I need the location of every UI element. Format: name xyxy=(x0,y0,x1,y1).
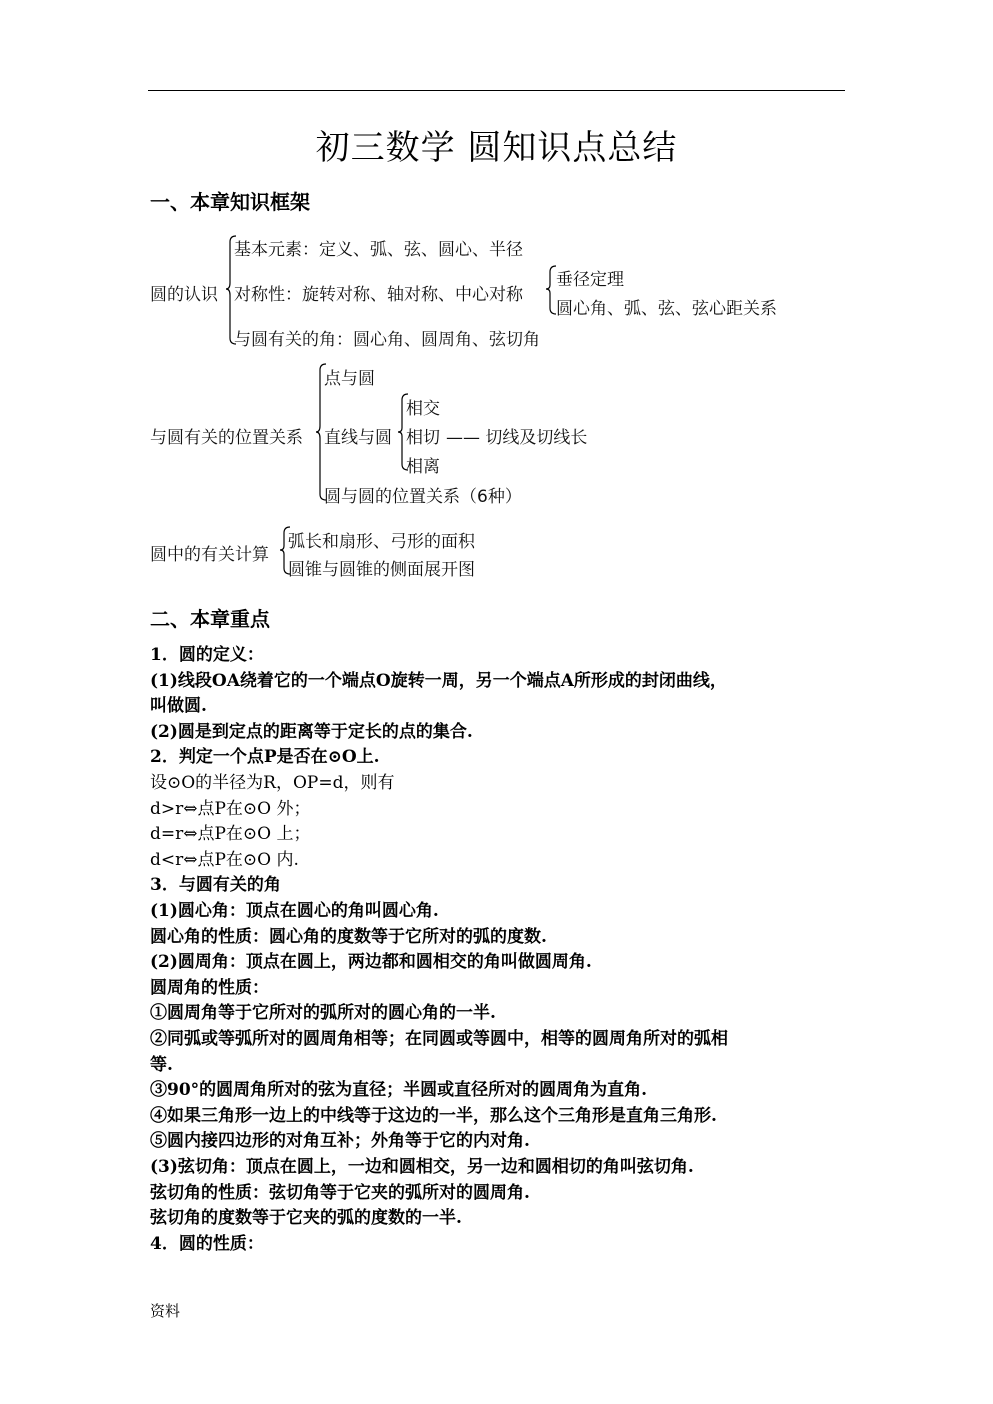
framework-separate: 相离 xyxy=(406,457,440,477)
framework-point-circle: 点与圆 xyxy=(324,369,375,389)
body-line: d<r⇔点P在⊙O 内. xyxy=(150,849,299,870)
framework-circle-circle: 圆与圆的位置关系（6种） xyxy=(324,487,522,507)
body-line: 等. xyxy=(150,1054,173,1075)
framework-arc-sector-area: 弧长和扇形、弓形的面积 xyxy=(288,532,475,552)
framework-line-circle: 直线与圆 xyxy=(324,428,392,448)
body-line: 圆周角的性质： xyxy=(150,977,269,998)
framework-tangent: 相切 xyxy=(406,428,440,448)
body-line: 1．圆的定义： xyxy=(150,645,264,665)
framework-symmetry: 对称性：旋转对称、轴对称、中心对称 xyxy=(234,285,523,305)
section-heading-framework: 一、本章知识框架 xyxy=(150,190,310,214)
page-title: 初三数学 圆知识点总结 xyxy=(315,128,678,168)
framework-perpendicular-diameter: 垂径定理 xyxy=(556,270,624,290)
framework-angle-arc-chord: 圆心角、弧、弦、弦心距关系 xyxy=(556,299,777,319)
body-line: ⑤圆内接四边形的对角互补；外角等于它的内对角. xyxy=(150,1131,530,1152)
framework-intersect: 相交 xyxy=(406,399,440,419)
body-line: ①圆周角等于它所对的弧所对的圆心角的一半. xyxy=(150,1003,496,1024)
body-line: 设⊙O的半径为R，OP=d，则有 xyxy=(150,773,395,793)
section-heading-key-points: 二、本章重点 xyxy=(150,607,270,631)
body-line: d=r⇔点P在⊙O 上； xyxy=(150,824,311,845)
body-line: 弦切角的性质：弦切角等于它夹的弧所对的圆周角. xyxy=(150,1182,530,1203)
framework-basic-elements: 基本元素：定义、弧、弦、圆心、半径 xyxy=(234,240,523,260)
body-line: ④如果三角形一边上的中线等于这边的一半，那么这个三角形是直角三角形. xyxy=(150,1105,717,1126)
brace-symmetry xyxy=(546,266,556,314)
body-line: d>r⇔点P在⊙O 外； xyxy=(150,798,311,819)
body-line: 4．圆的性质： xyxy=(150,1233,264,1254)
framework-circle-recognition-label: 圆的认识 xyxy=(150,285,218,305)
body-line: ③90°的圆周角所对的弦为直径；半圆或直径所对的圆周角为直角. xyxy=(150,1080,648,1101)
framework-cone-development: 圆锥与圆锥的侧面展开图 xyxy=(288,560,475,580)
body-line: (3)弦切角：顶点在圆上，一边和圆相交，另一边和圆相切的角叫弦切角. xyxy=(150,1157,694,1177)
body-line: (1)圆心角：顶点在圆心的角叫圆心角. xyxy=(150,901,439,921)
body-line: (2)圆周角：顶点在圆上，两边都和圆相交的角叫做圆周角. xyxy=(150,952,592,973)
body-line: 3．与圆有关的角 xyxy=(150,875,281,896)
body-line: 叫做圆. xyxy=(150,696,207,717)
framework-related-angles: 与圆有关的角：圆心角、圆周角、弦切角 xyxy=(234,330,540,350)
body-line: 圆心角的性质：圆心角的度数等于它所对的弧的度数. xyxy=(150,926,547,947)
framework-calc-label: 圆中的有关计算 xyxy=(150,545,269,565)
body-line: 2．判定一个点P是否在⊙O上. xyxy=(150,747,380,768)
body-line: ②同弧或等弧所对的圆周角相等；在同圆或等圆中，相等的圆周角所对的弧相 xyxy=(150,1029,728,1049)
body-line: (2)圆是到定点的距离等于定长的点的集合. xyxy=(150,721,473,742)
footer-label: 资料 xyxy=(150,1302,181,1320)
body-line: 弦切角的度数等于它夹的弧的度数的一半. xyxy=(150,1208,462,1229)
body-line: (1)线段OA绕着它的一个端点O旋转一周，另一个端点A所形成的封闭曲线， xyxy=(150,670,727,691)
framework-tangent-note: —— 切线及切线长 xyxy=(446,428,588,448)
framework-position-label: 与圆有关的位置关系 xyxy=(150,428,303,448)
